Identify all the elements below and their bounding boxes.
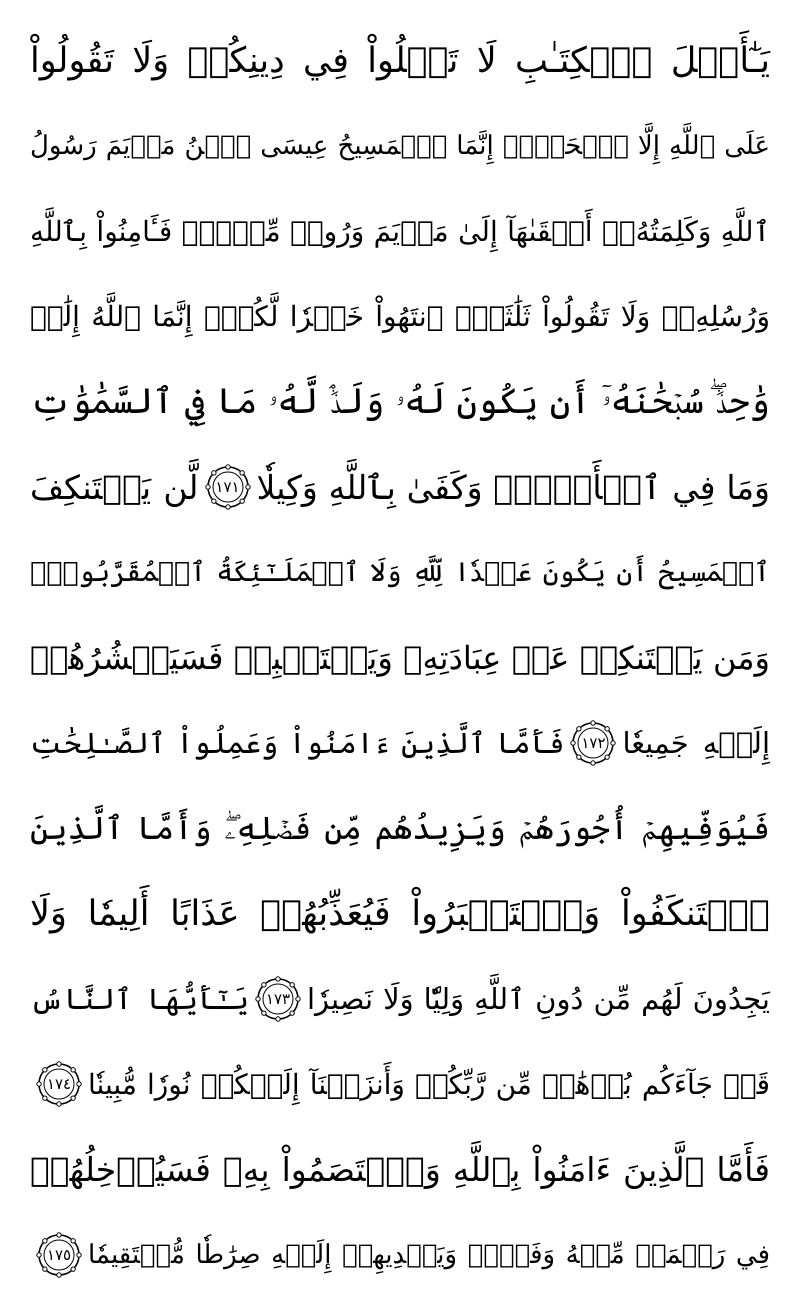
text-line — [30, 1212, 770, 1297]
verse-text: وَرُسُلِهِۦۖ وَلَا تَقُولُواْ ثَلَٰثَةٌۚ ٱنتَهُواْ خَيۡرٗا لَّكُمۡۚ إِنَّمَا ٱللَّهُ إِلَٰهٞ — [30, 300, 770, 334]
verse-text: فَيُوَفِّيهِمۡ أُجُورَهُمۡ وَيَزِيدُهُم مِّن فَضۡلِهِۦۖ وَأَمَّا ٱلَّذِينَ — [30, 808, 770, 847]
text-line — [30, 444, 770, 529]
ayah-number: ١٧٣ — [265, 989, 291, 1008]
text-line — [30, 18, 770, 103]
text-lines — [30, 18, 770, 1297]
text-line — [30, 274, 770, 359]
ayah-end-marker — [205, 464, 251, 510]
verse-text: فَأَمَّا ٱلَّذِينَ ءَامَنُواْ بِٱللَّهِ وَٱعۡتَصَمُواْ بِهِۦ فَسَيُدۡخِلُهُمۡ — [30, 1150, 770, 1189]
text-line — [30, 1042, 770, 1127]
verse-text: عَلَى ٱللَّهِ إِلَّا ٱلۡحَقَّۚ إِنَّمَا ٱلۡمَسِيحُ عِيسَى ٱبۡنُ مَرۡيَمَ رَسُولُ — [30, 130, 770, 161]
verse-text: فَأَمَّا ٱلَّذِينَ ءَامَنُواْ وَعَمِلُواْ ٱلصَّـٰلِحَٰتِ — [29, 726, 565, 761]
ayah-end-marker — [36, 1061, 82, 1107]
verse-text: يَـٰٓأَهۡلَ ٱلۡكِتَـٰبِ لَا تَغۡلُواْ فِي دِينِكُمۡ وَلَا تَقُولُواْ — [30, 40, 770, 81]
verse-text: فِي رَحۡمَةٖ مِّنۡهُ وَفَضۡلٖ وَيَهۡدِيهِمۡ إِلَيۡهِ صِرَٰطٗا مُّسۡتَقِيمٗا — [88, 1239, 770, 1270]
text-line — [30, 189, 770, 274]
text-line — [30, 103, 770, 188]
text-line — [30, 1127, 770, 1212]
text-line — [30, 786, 770, 871]
verse-text: يَجِدُونَ لَهُم مِّن دُونِ ٱللَّهِ وَلِيّٗا وَلَا نَصِيرٗا — [306, 981, 770, 1016]
verse-text: وَمَا فِي ٱلۡأَرۡضِۗ وَكَفَىٰ بِٱللَّهِ وَكِيلٗا — [256, 467, 770, 507]
verse-text: ٱسۡتَنكَفُواْ وَٱسۡتَكۡبَرُواْ فَيُعَذِّبُهُمۡ عَذَابًا أَلِيمٗا وَلَا — [30, 893, 770, 934]
verse-text: إِلَيۡهِ جَمِيعٗا — [622, 726, 770, 761]
ayah-number: ١٧٤ — [46, 1075, 72, 1094]
ayah-number: ١٧٢ — [581, 734, 606, 753]
verse-text: وَٰحِدٞۖ سُبۡحَٰنَهُۥٓ أَن يَكُونَ لَهُۥ وَلَدٞۘ لَّهُۥ مَا فِي ٱلسَّمَٰوَٰتِ — [30, 381, 770, 422]
verse-text: يَـٰٓأَيُّهَا ٱلنَّاسُ — [30, 981, 249, 1016]
text-line — [30, 530, 770, 615]
verse-text: قَدۡ جَآءَكُم بُرۡهَٰنٞ مِّن رَّبِّكُمۡ وَأَنزَلۡنَآ إِلَيۡكُمۡ نُورٗا مُّبِينٗا — [88, 1067, 770, 1101]
text-line — [30, 871, 770, 956]
text-line — [30, 359, 770, 444]
ayah-end-marker — [255, 976, 301, 1022]
verse-text: ٱللَّهِ وَكَلِمَتُهُۥٓ أَلۡقَىٰهَآ إِلَىٰ مَرۡيَمَ وَرُوحٞ مِّنۡهُۖ فَـَٔامِنُواْ بِٱللَّهِ — [30, 214, 770, 248]
text-line — [30, 615, 770, 700]
text-line — [30, 700, 770, 785]
text-line — [30, 956, 770, 1041]
verse-text: ٱلۡمَسِيحُ أَن يَكُونَ عَبۡدٗا لِّلَّهِ وَلَا ٱلۡمَلَـٰٓئِكَةُ ٱلۡمُقَرَّبُونَۚ — [30, 556, 770, 588]
ayah-number: ١٧٥ — [46, 1245, 72, 1264]
verse-text: وَمَن يَسۡتَنكِفۡ عَنۡ عِبَادَتِهِۦ وَيَسۡتَكۡبِرۡ فَسَيَحۡشُرُهُمۡ — [30, 638, 770, 677]
ayah-end-marker — [570, 720, 616, 766]
verse-text: لَّن يَسۡتَنكِفَ — [29, 467, 199, 507]
ayah-number: ١٧١ — [215, 478, 240, 497]
ayah-end-marker — [36, 1232, 82, 1278]
